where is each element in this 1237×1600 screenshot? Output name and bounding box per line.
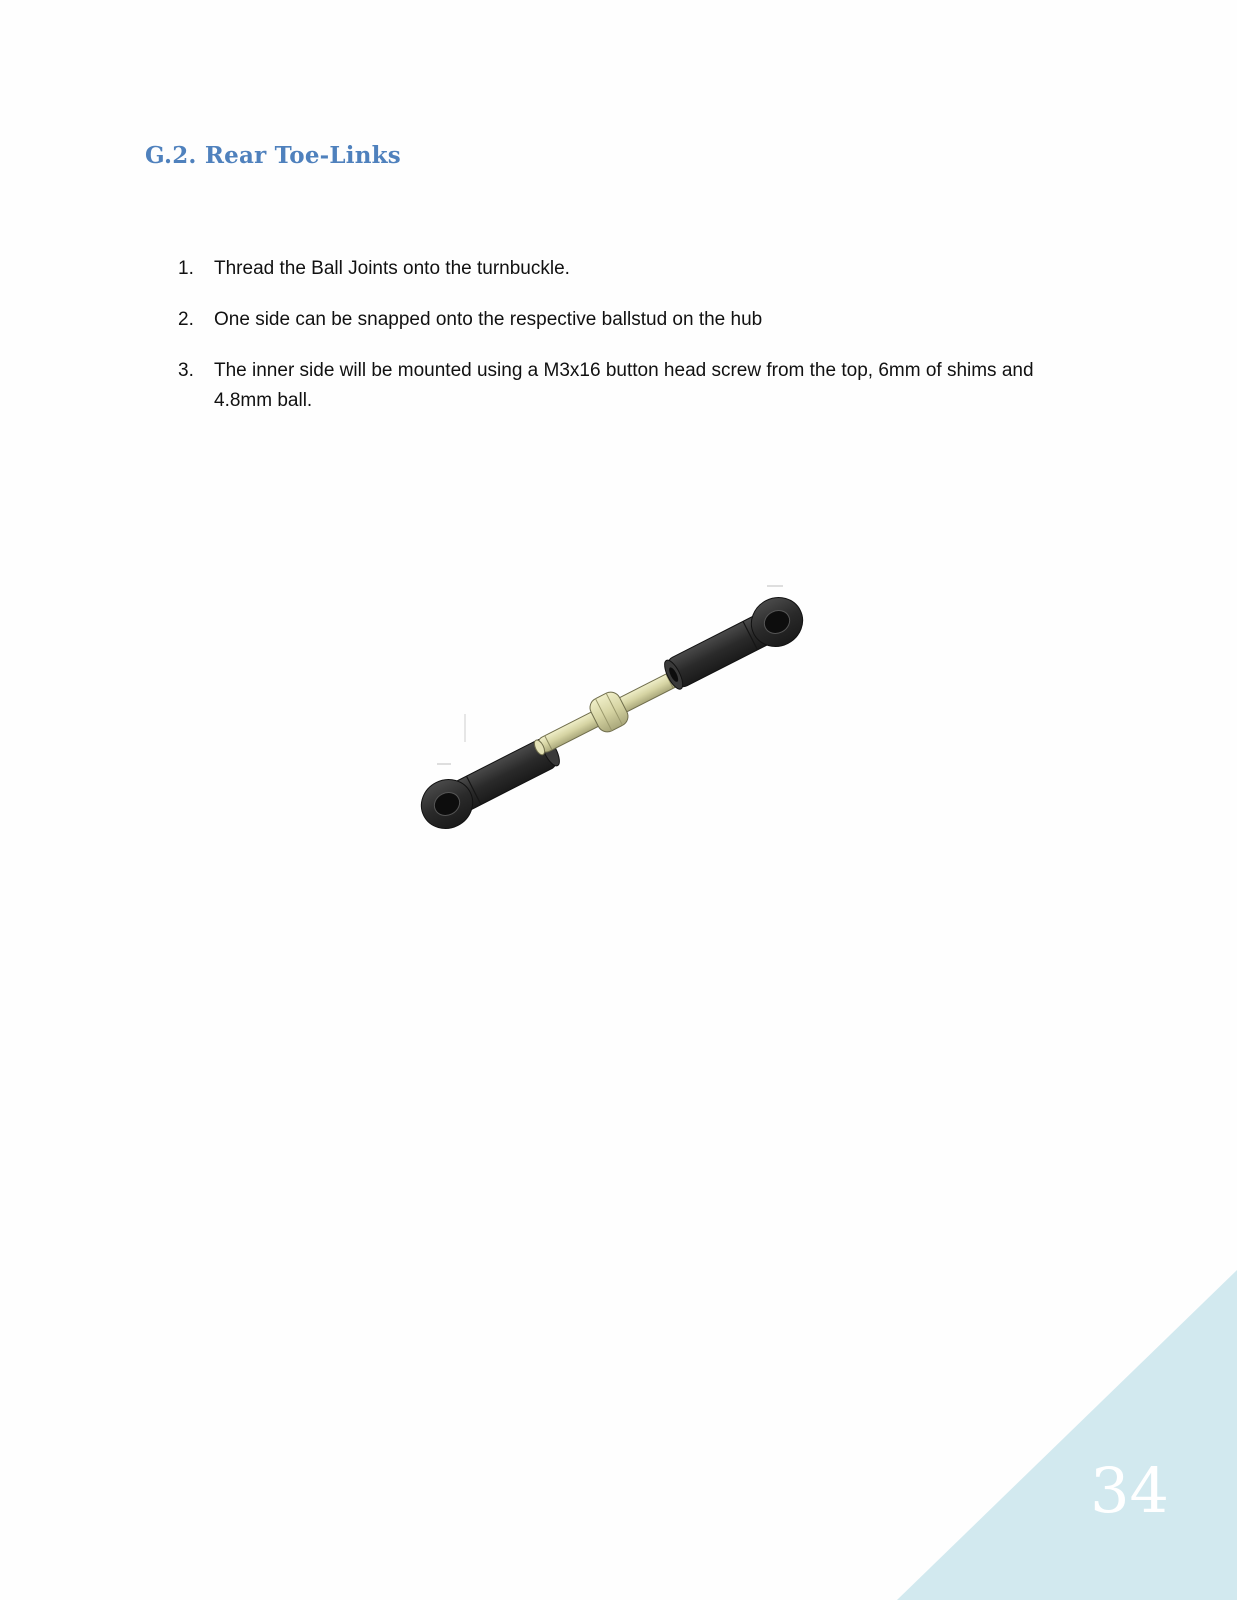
instruction-step-3 — [178, 356, 1078, 416]
step-number: 2. — [178, 309, 194, 330]
corner-triangle-decoration — [897, 1270, 1237, 1600]
instruction-list — [178, 254, 1078, 437]
step-text: Thread the Ball Joints onto the turnbuckle. — [214, 258, 570, 279]
ball-joint-upper — [657, 589, 811, 699]
turnbuckle — [528, 659, 690, 766]
instruction-step-2 — [178, 305, 1078, 335]
step-number: 3. — [178, 360, 194, 381]
step-text: The inner side will be mounted using a M3x16 button head screw from the top, 6mm of shims and 4.8mm ball. — [214, 360, 1034, 411]
step-number: 1. — [178, 258, 194, 279]
instruction-step-1 — [178, 254, 1078, 284]
page-number: 34 — [1090, 1454, 1169, 1527]
step-text: One side can be snapped onto the respective ballstud on the hub — [214, 309, 763, 330]
section-heading: G.2. Rear Toe-Links — [145, 142, 401, 169]
toe-link-exploded-figure — [415, 582, 815, 852]
